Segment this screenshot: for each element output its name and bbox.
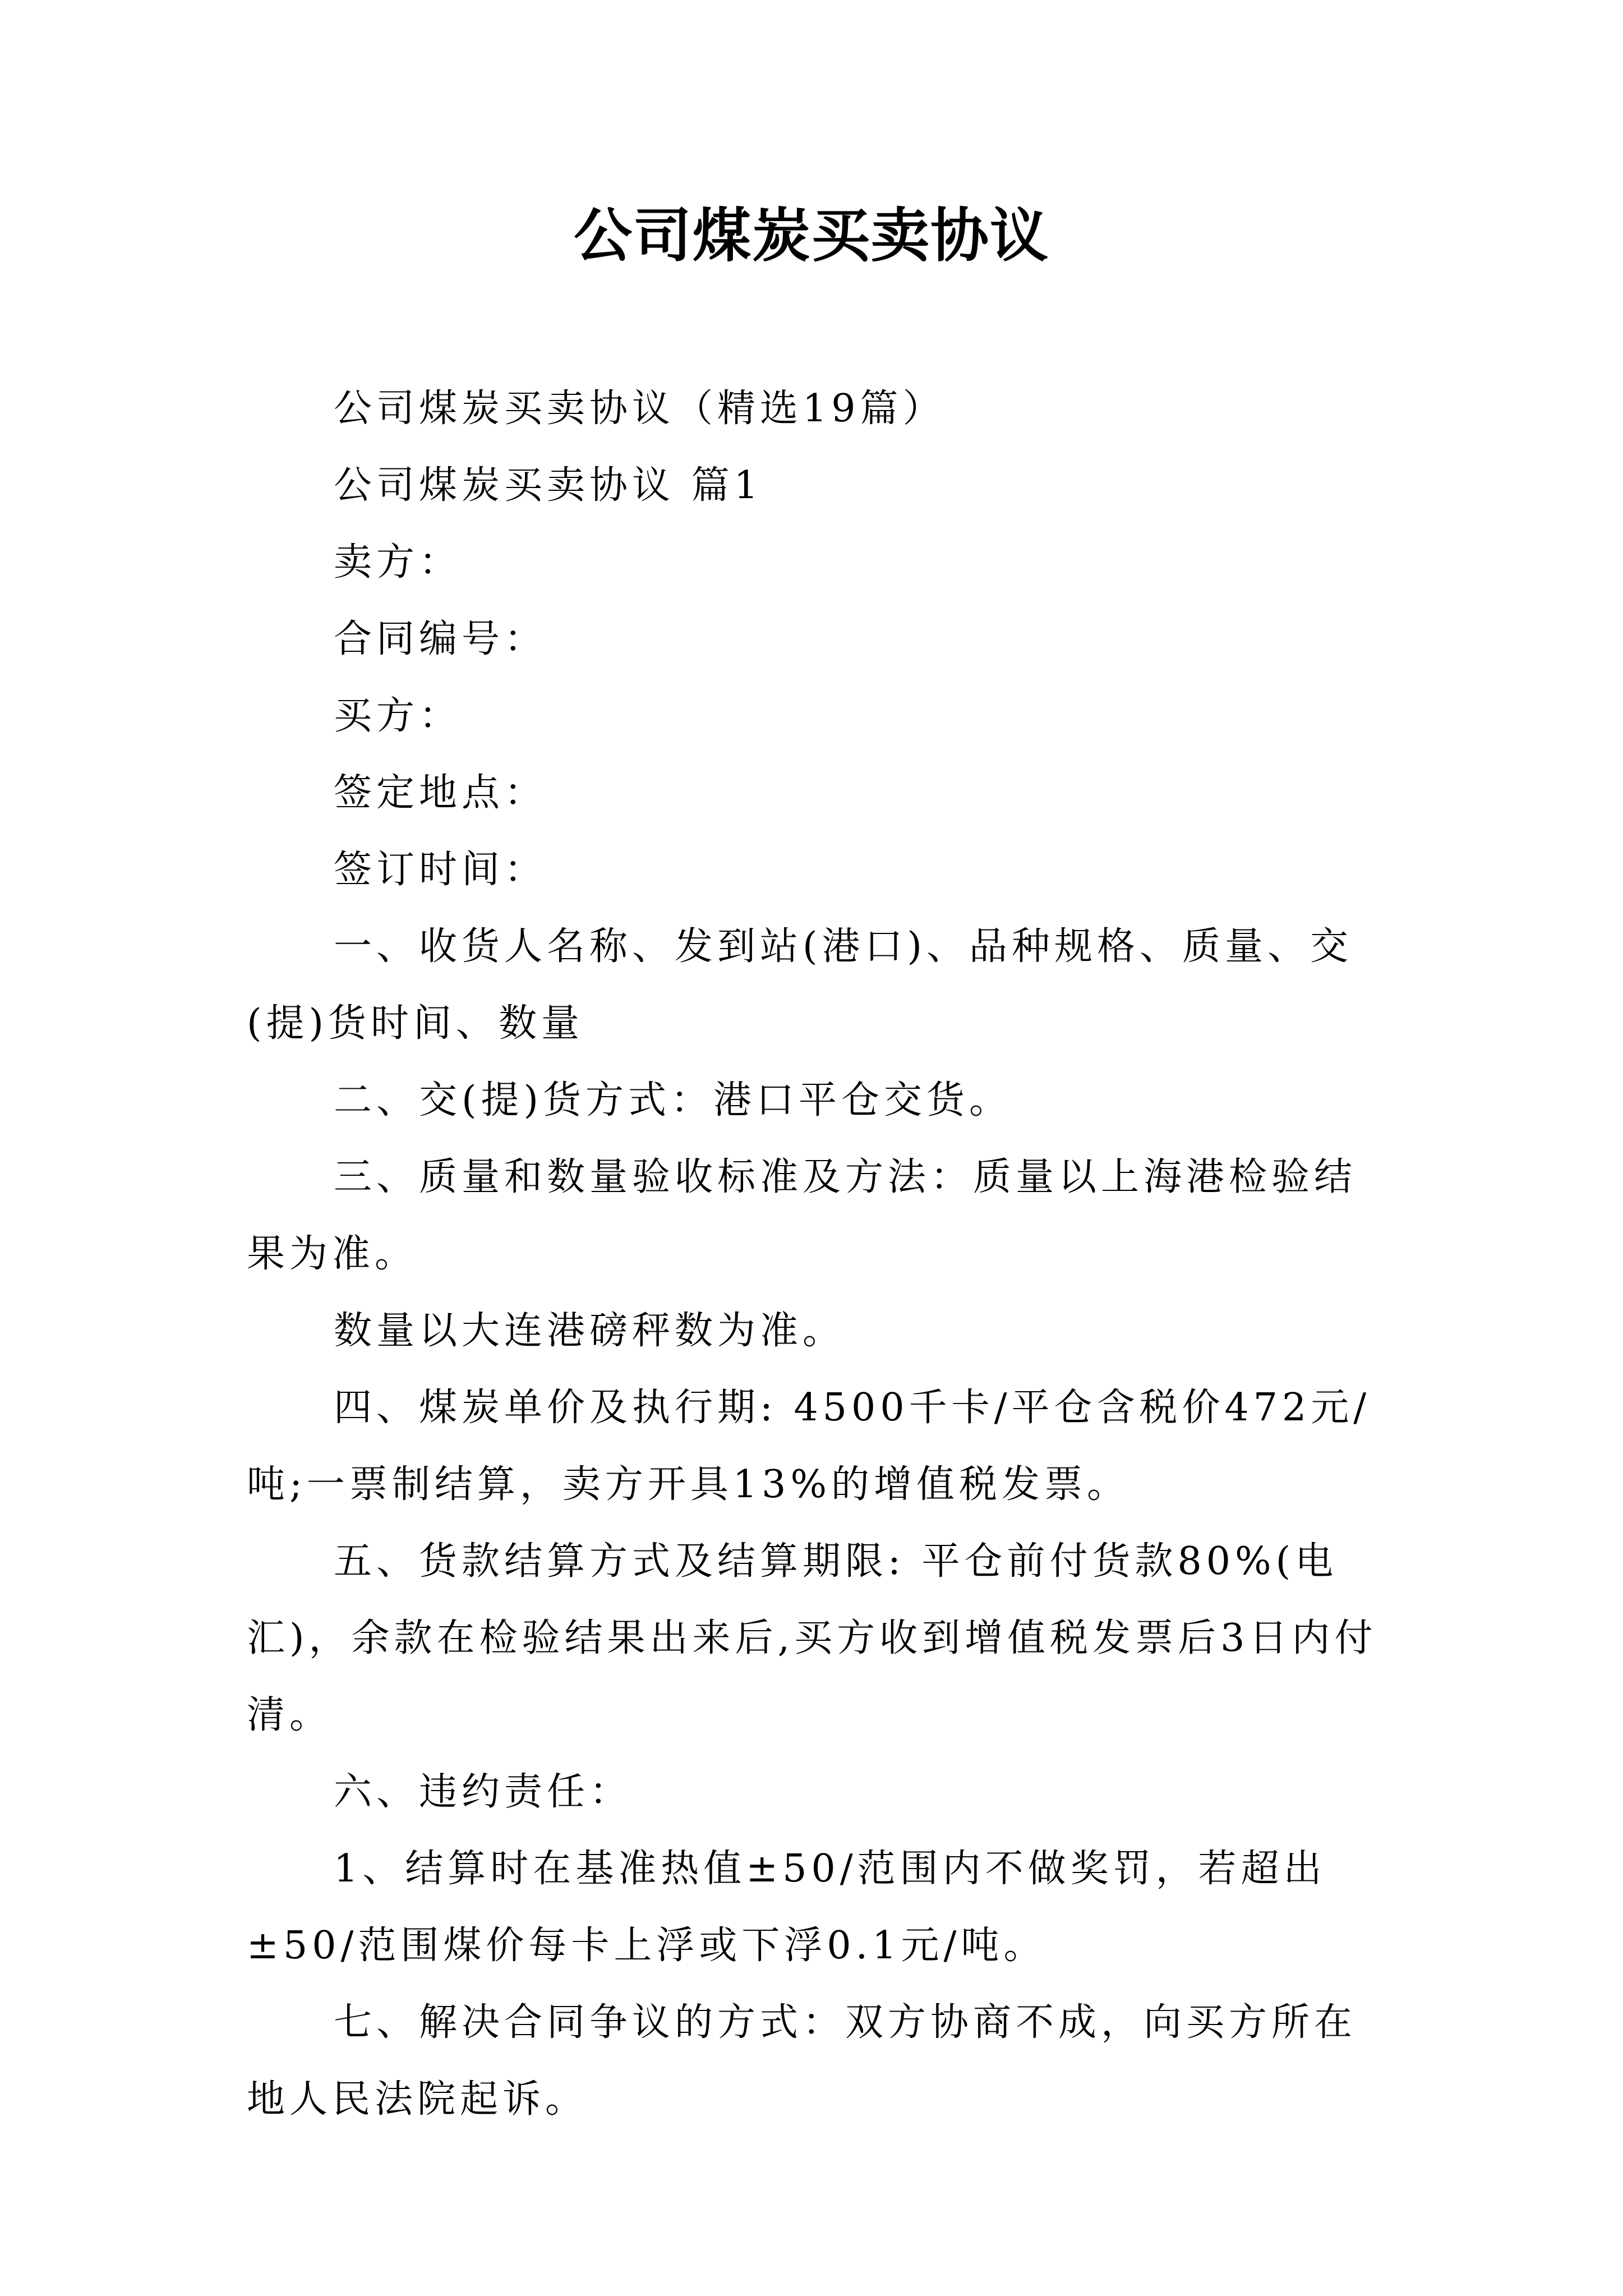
paragraph-buyer: 买方：	[334, 694, 462, 738]
paragraph-signing-place: 签定地点：	[334, 771, 547, 815]
paragraph-clause-6-item-1: 1、结算时在基准热值±50/范围内不做奖罚，若超出±50/范围煤价每卡上浮或下浮0.1元/吨。	[247, 1847, 1326, 1968]
document-body	[247, 370, 1382, 2138]
paragraph-clause-3: 三、质量和数量验收标准及方法：质量以上海港检验结果为准。	[247, 1155, 1357, 1276]
paragraph-signing-time: 签订时间：	[334, 848, 547, 892]
paragraph-collection-title: 公司煤炭买卖协议（精选19篇）	[334, 386, 946, 431]
paragraph-clause-4: 四、煤炭单价及执行期: 4500千卡/平仓含税价472元/吨;一票制结算，卖方开具13%的增值税发票。	[247, 1386, 1371, 1507]
paragraph-contract-number: 合同编号：	[334, 617, 547, 661]
paragraph-clause-1: 一、收货人名称、发到站(港口)、品种规格、质量、交(提)货时间、数量	[247, 924, 1353, 1046]
paragraph-clause-2: 二、交(提)货方式：港口平仓交货。	[334, 1078, 1012, 1122]
paragraph-clause-7: 七、解决合同争议的方式：双方协商不成，向买方所在地人民法院起诉。	[247, 2000, 1357, 2122]
paragraph-article-heading: 公司煤炭买卖协议 篇1	[334, 463, 763, 508]
paragraph-seller: 卖方：	[334, 540, 462, 585]
paragraph-clause-3-quantity: 数量以大连港磅秤数为准。	[334, 1309, 846, 1353]
document-title: 公司煤炭买卖协议	[573, 201, 1049, 270]
paragraph-clause-6: 六、违约责任：	[334, 1770, 633, 1814]
paragraph-clause-5: 五、货款结算方式及结算期限: 平仓前付货款80%(电汇)，余款在检验结果出来后,买方收到增值税发票后3日内付清。	[247, 1539, 1377, 1737]
